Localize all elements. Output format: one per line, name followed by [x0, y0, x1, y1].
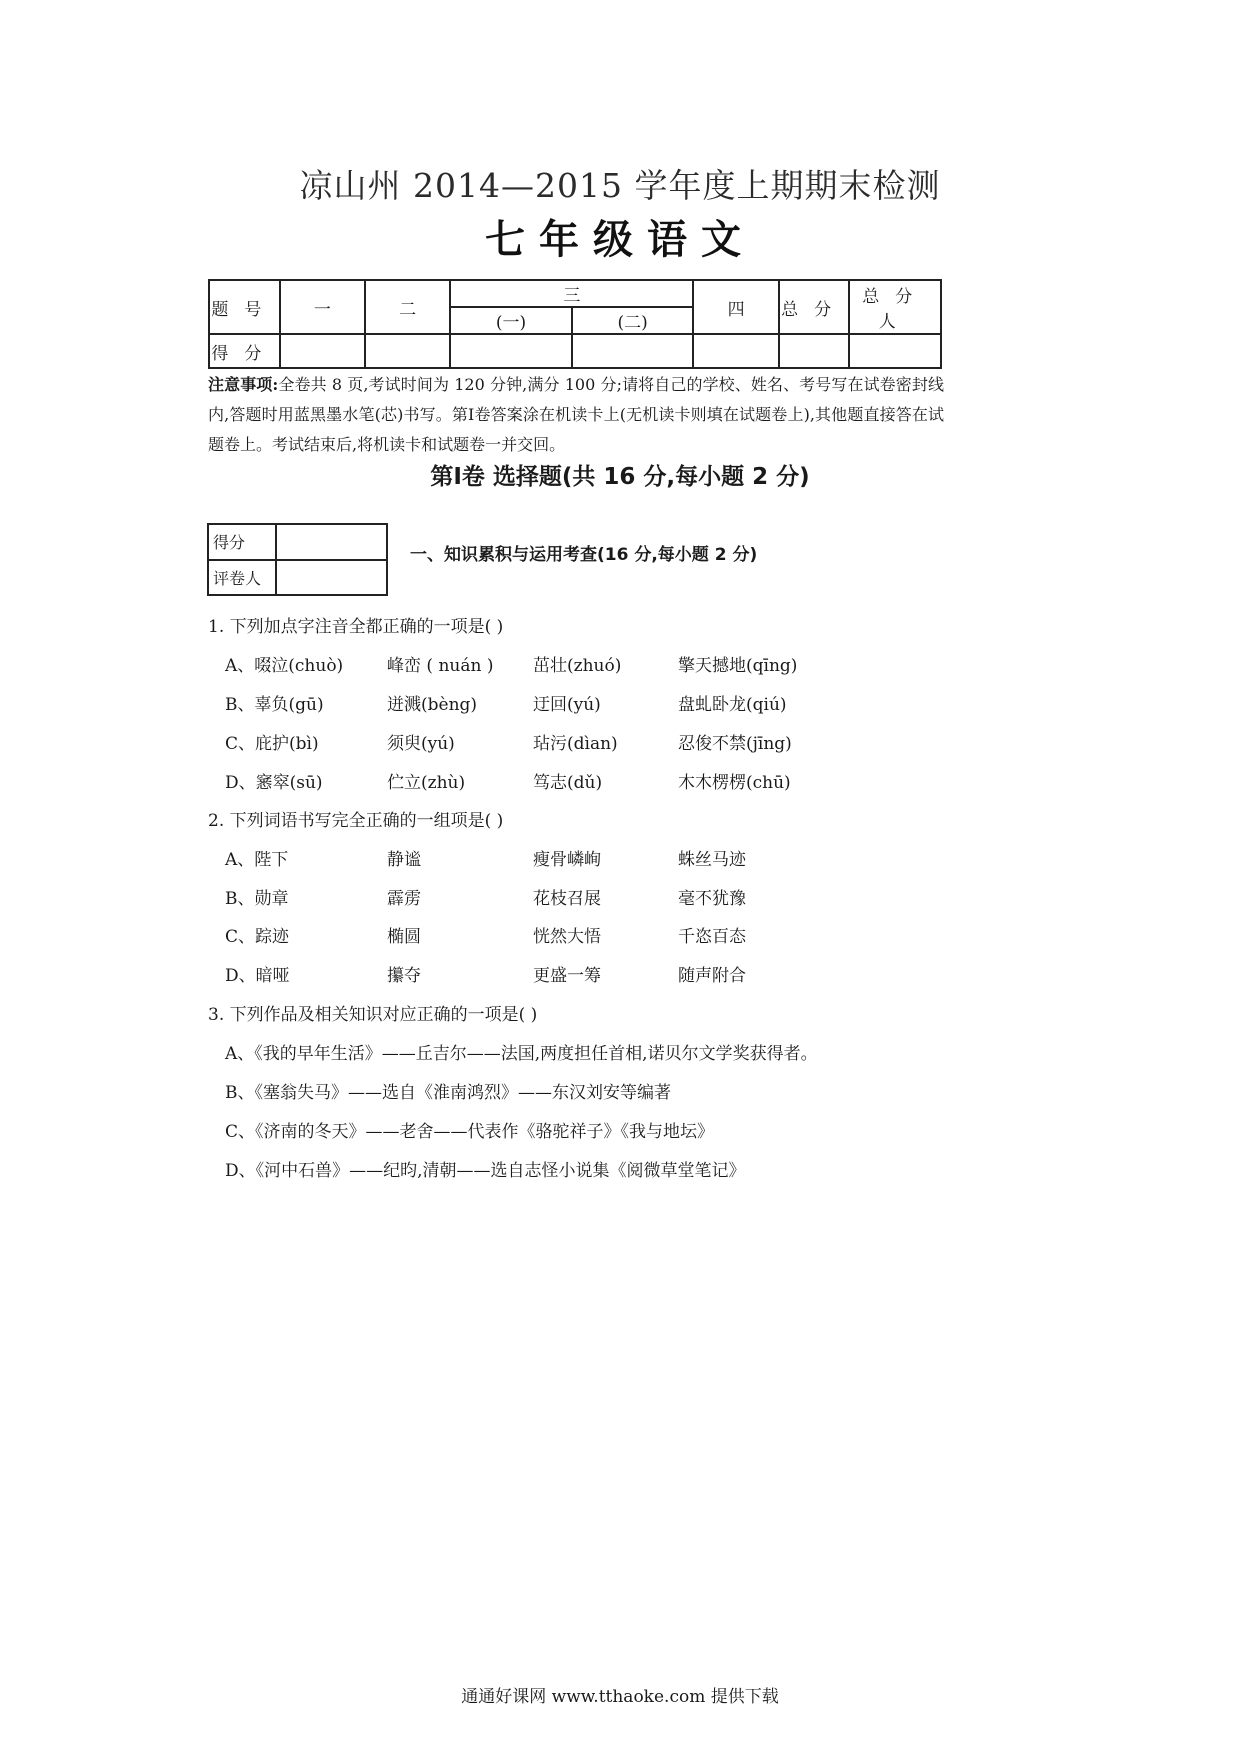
q3-option-a: A、《我的早年生活》——丘吉尔——法国,两度担任首相,诺贝尔文学奖获得者。: [225, 1044, 818, 1064]
q3-option-b: B、《塞翁失马》——选自《淮南鸿烈》——东汉刘安等编著: [225, 1083, 671, 1103]
q3-stem: 3. 下列作品及相关知识对应正确的一项是( ): [208, 1005, 538, 1025]
q1-option-c-2: 须臾(yú): [387, 734, 455, 754]
q2-option-d-1: D、暗哑: [225, 966, 290, 986]
score-table: [208, 279, 942, 369]
notice-text: 全卷共 8 页,考试时间为 120 分钟,满分 100 分;请将自己的学校、姓名、考号写在试卷密封线内,答题时用蓝黑墨水笔(芯)书写。第Ⅰ卷答案涂在机读卡上(无机读卡则填在试题卷上),其他题直接答在试题卷上。考试结束后,将机读卡和试题卷一并交回。: [208, 375, 944, 454]
exam-notice: [208, 370, 944, 460]
q1-option-c-4: 忍俊不禁(jīng): [678, 734, 792, 754]
q2-option-c-4: 千恣百态: [678, 927, 746, 947]
exam-header-title: 凉山州 2014—2015 学年度上期期末检测: [299, 166, 941, 205]
score-cell[interactable]: [849, 334, 941, 368]
score-table-col-1: 一: [280, 280, 365, 334]
score-cell[interactable]: [572, 334, 694, 368]
score-table-col-4: 四: [693, 280, 778, 334]
q2-option-b-4: 毫不犹豫: [678, 889, 746, 909]
score-table-col-3a: (一): [450, 307, 572, 334]
q1-option-b-4: 盘虬卧龙(qiú): [678, 695, 787, 715]
q2-option-b-3: 花枝召展: [533, 889, 601, 909]
score-cell[interactable]: [450, 334, 572, 368]
q2-option-c-1: C、踪迹: [225, 927, 290, 947]
q1-option-b-1: B、辜负(gū): [225, 695, 324, 715]
q2-option-a-3: 瘦骨嶙峋: [533, 850, 601, 870]
q1-option-d-1: D、窸窣(sū): [225, 773, 323, 793]
exam-subject-title: 七年级语文: [485, 216, 755, 263]
q2-option-a-4: 蛛丝马迹: [678, 850, 746, 870]
q2-option-d-3: 更盛一筹: [533, 966, 601, 986]
q2-option-d-2: 攥夺: [387, 966, 421, 986]
q1-option-a-3: 茁壮(zhuó): [533, 656, 622, 676]
notice-label: 注意事项:: [208, 375, 279, 394]
score-table-col-3b: (二): [572, 307, 694, 334]
grader-score-cell[interactable]: [276, 524, 387, 560]
q1-option-d-4: 木木楞楞(chū): [678, 773, 791, 793]
score-cell[interactable]: [365, 334, 450, 368]
q2-option-b-2: 霹雳: [387, 889, 421, 909]
q1-option-c-1: C、庇护(bì): [225, 734, 319, 754]
q1-option-a-2: 峰峦 ( nuán ): [387, 656, 494, 676]
q1-option-b-2: 迸溅(bèng): [387, 695, 478, 715]
q2-stem: 2. 下列词语书写完全正确的一组项是( ): [208, 811, 504, 831]
q2-option-a-2: 静谧: [387, 850, 421, 870]
q2-option-c-3: 恍然大悟: [533, 927, 601, 947]
part1-title: 一、知识累积与运用考查(16 分,每小题 2 分): [410, 545, 758, 565]
score-table-label-number: 题号: [209, 280, 280, 334]
q2-option-d-4: 随声附合: [678, 966, 746, 986]
q1-option-b-3: 迂回(yú): [533, 695, 601, 715]
section-title: 第Ⅰ卷 选择题(共 16 分,每小题 2 分): [430, 464, 810, 490]
score-cell[interactable]: [693, 334, 778, 368]
q2-option-a-1: A、陛下: [225, 850, 289, 870]
q1-option-a-1: A、啜泣(chuò): [225, 656, 344, 676]
grader-name-cell[interactable]: [276, 560, 387, 596]
grader-box: [207, 523, 388, 596]
score-cell[interactable]: [779, 334, 850, 368]
q1-option-d-2: 伫立(zhù): [387, 773, 466, 793]
q1-option-a-4: 擎天撼地(qīng): [678, 656, 798, 676]
score-table-col-total: 总分: [779, 280, 850, 334]
score-table-col-scorer: 总分人: [849, 280, 941, 334]
score-cell[interactable]: [280, 334, 365, 368]
q1-option-d-3: 笃志(dǔ): [533, 773, 603, 793]
grader-score-label: 得分: [208, 524, 276, 560]
q2-option-c-2: 椭圆: [387, 927, 421, 947]
q2-option-b-1: B、勋章: [225, 889, 289, 909]
footer-credit: 通通好课网 www.tthaoke.com 提供下载: [461, 1687, 779, 1707]
score-table-col-2: 二: [365, 280, 450, 334]
q1-option-c-3: 玷污(dìan): [533, 734, 618, 754]
q3-option-c: C、《济南的冬天》——老舍——代表作《骆驼祥子》《我与地坛》: [225, 1122, 715, 1142]
q3-option-d: D、《河中石兽》——纪昀,清朝——选自志怪小说集《阅微草堂笔记》: [225, 1161, 746, 1181]
grader-name-label: 评卷人: [208, 560, 276, 596]
score-table-col-3: 三: [450, 280, 693, 307]
score-table-label-score: 得分: [209, 334, 280, 368]
q1-stem: 1. 下列加点字注音全都正确的一项是( ): [208, 617, 504, 637]
